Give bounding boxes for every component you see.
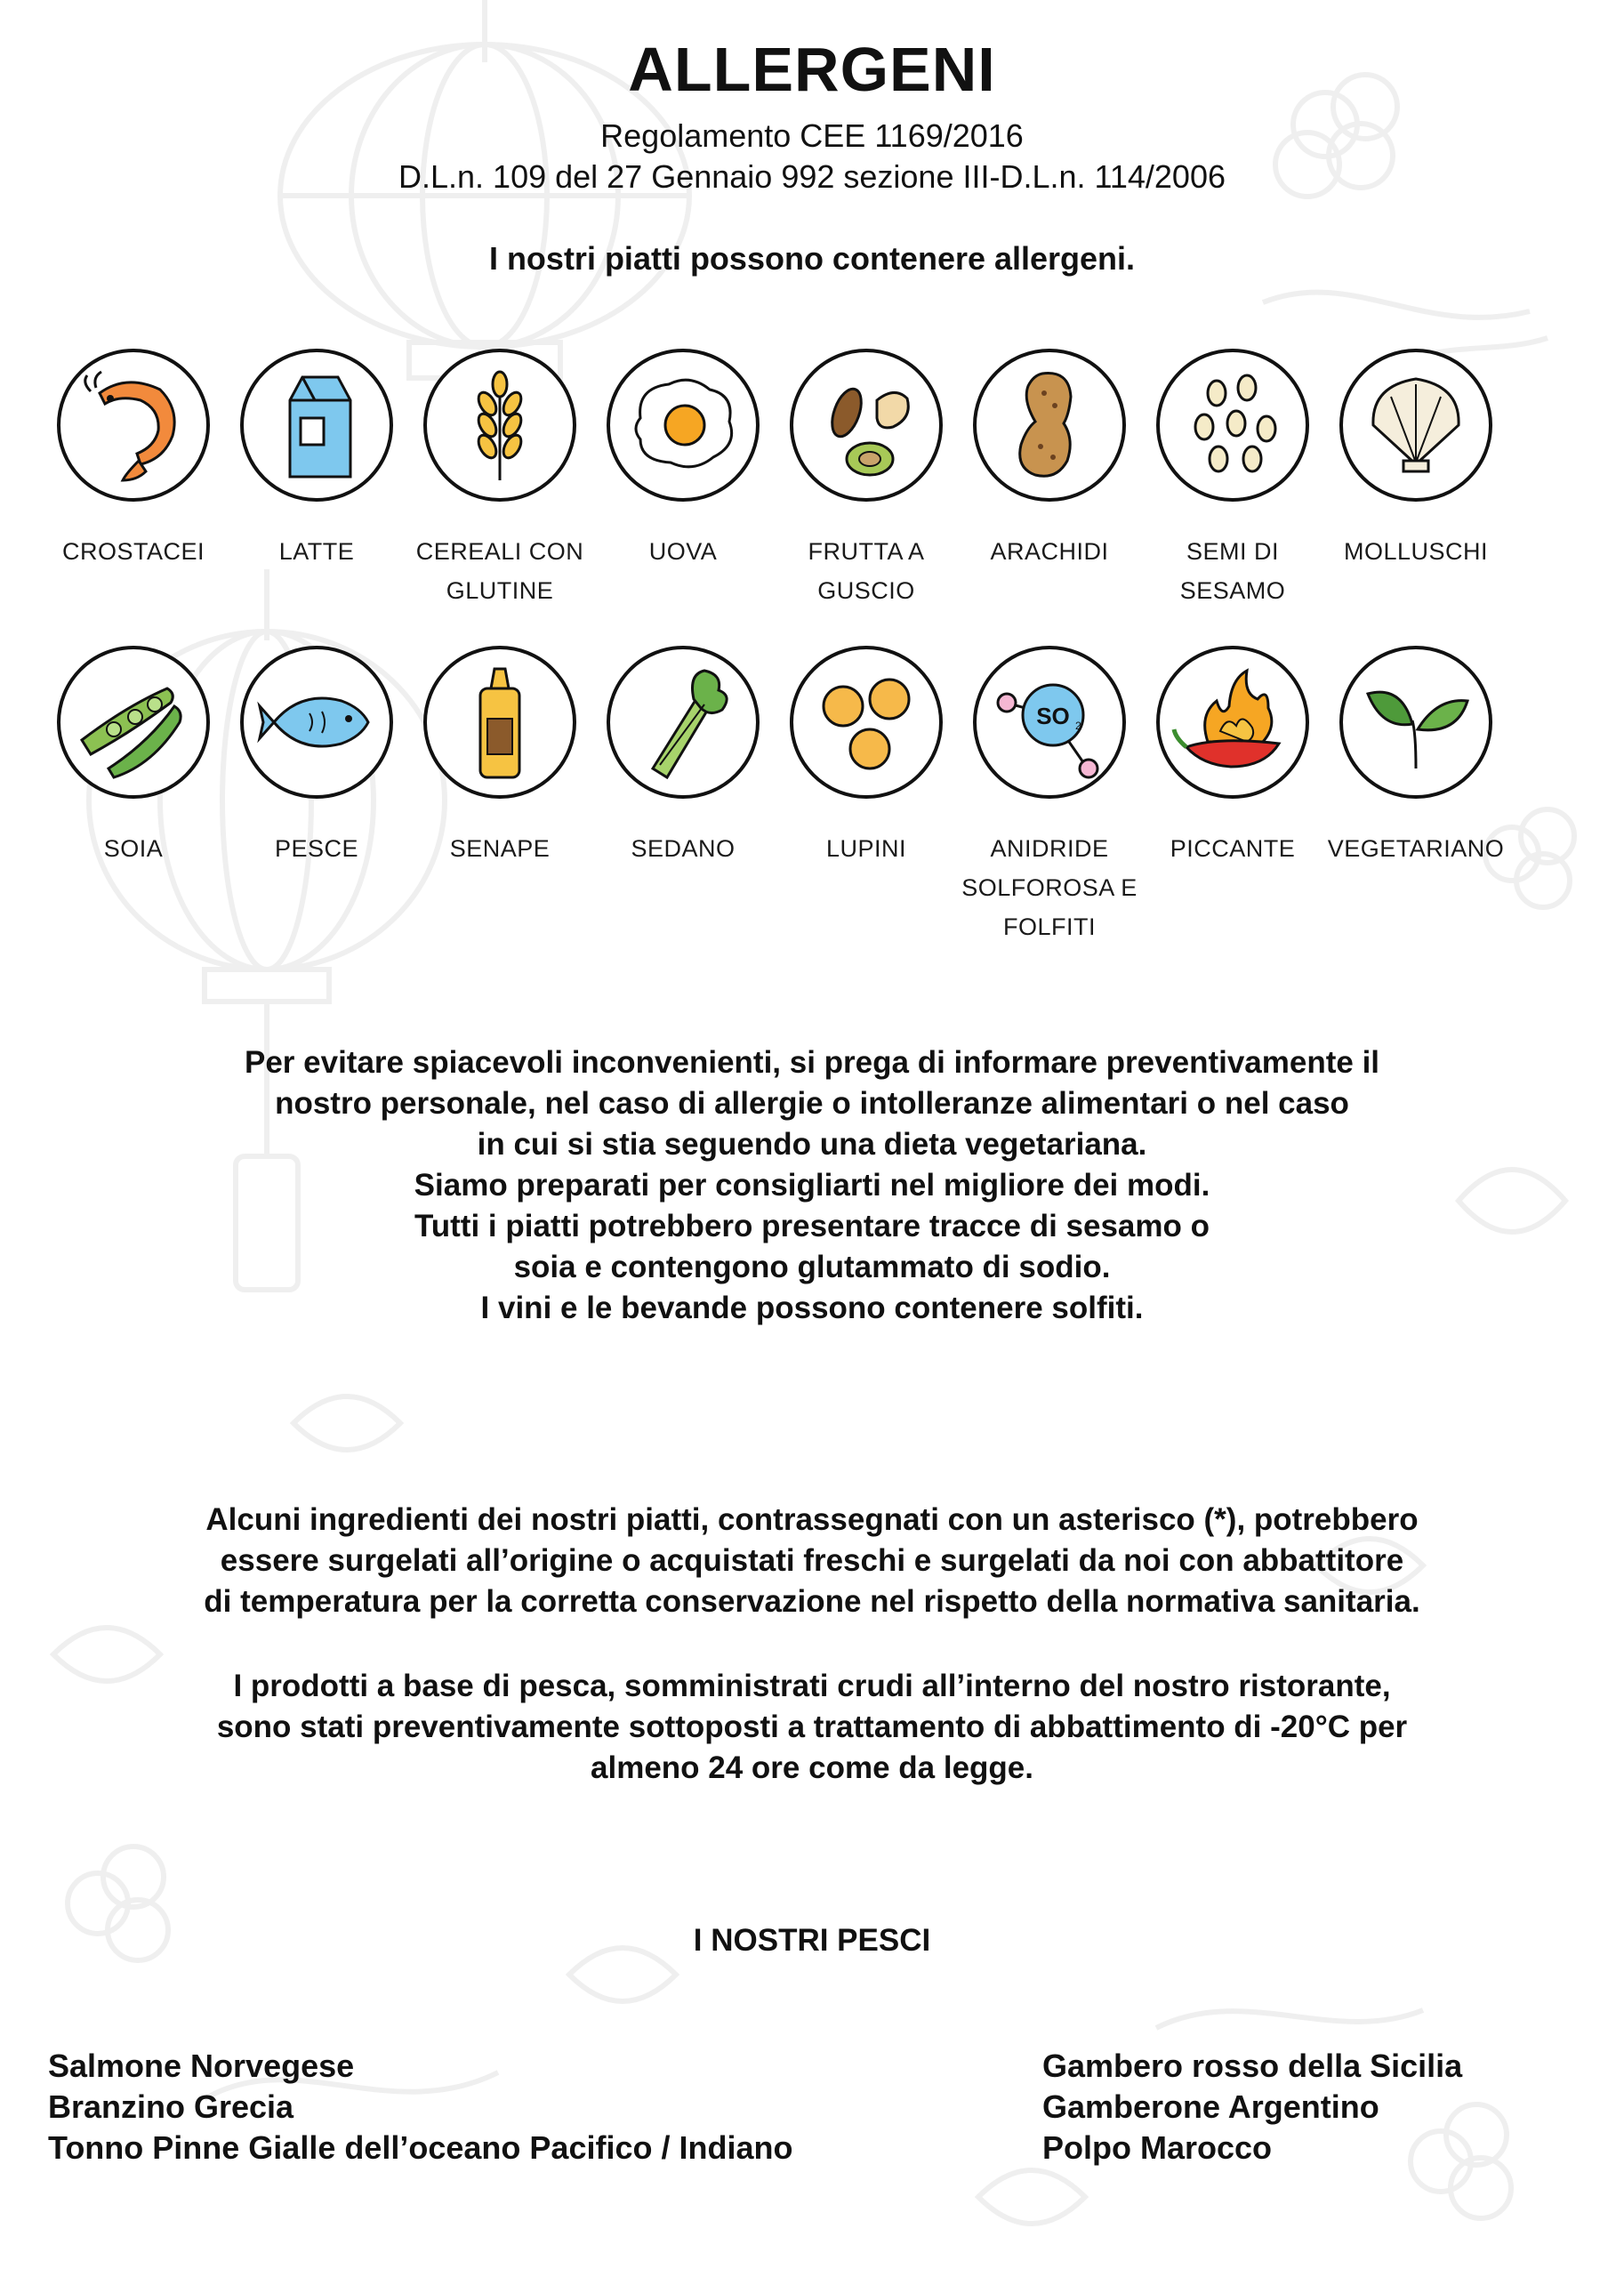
- fish-icon: [238, 644, 395, 801]
- allergen-label: MOLLUSCHI: [1343, 538, 1489, 565]
- allergen-label: SOIA: [103, 835, 164, 862]
- allergen-item: [590, 644, 776, 868]
- regulation-line: Regolamento CEE 1169/2016: [600, 117, 1024, 154]
- chili-pepper-icon: [1154, 644, 1311, 801]
- frozen-ingredients-notice: [0, 1500, 1624, 1622]
- allergen-label: SEDANO: [631, 835, 736, 862]
- notice-line: I prodotti a base di pesca, somministrati crudi all’interno del nostro ristorante,: [233, 1669, 1391, 1703]
- fish-item: Gambero rosso della Sicilia: [1042, 2048, 1463, 2084]
- leaves-icon: [1338, 644, 1494, 801]
- allergen-item: [40, 347, 227, 571]
- allergen-label: VEGETARIANO: [1327, 835, 1505, 862]
- lupin-beans-icon: [788, 644, 945, 801]
- allergen-label: SENAPE: [449, 835, 551, 862]
- raw-fish-notice: [0, 1666, 1624, 1789]
- allergen-item: [1323, 347, 1509, 571]
- allergen-item: [406, 347, 593, 610]
- shell-icon: [1338, 347, 1494, 503]
- notice-line: I vini e le bevande possono contenere solfiti.: [480, 1291, 1144, 1325]
- allergen-label: SEMI DI SESAMO: [1179, 538, 1286, 604]
- notice-line: di temperatura per la corretta conservazione nel rispetto della normativa sanitaria.: [204, 1584, 1420, 1619]
- nuts-icon: [788, 347, 945, 503]
- notice-line: in cui si stia seguendo una dieta vegetariana.: [477, 1127, 1147, 1162]
- fried-egg-icon: [605, 347, 761, 503]
- notice-line: essere surgelati all’origine o acquistati freschi e surgelati da noi con abbattitore: [220, 1543, 1404, 1578]
- fish-item: Tonno Pinne Gialle dell’oceano Pacifico / Indiano: [48, 2129, 793, 2166]
- notice-line: Per evitare spiacevoli inconvenienti, si prega di informare preventivamente il: [244, 1045, 1380, 1080]
- allergen-label: CROSTACEI: [61, 538, 205, 565]
- allergen-label: LATTE: [278, 538, 355, 565]
- notice-line: sono stati preventivamente sottoposti a trattamento di abbattimento di -20°C per: [216, 1710, 1408, 1744]
- fish-list-right: [1042, 2046, 1462, 2168]
- allergen-item: [1139, 644, 1326, 868]
- notice-line: Siamo preparati per consigliarti nel migliore dei modi.: [414, 1168, 1210, 1203]
- allergen-label: LUPINI: [825, 835, 907, 862]
- allergen-label: UOVA: [648, 538, 718, 565]
- notice-line: soia e contengono glutammato di sodio.: [513, 1250, 1111, 1284]
- sesame-seeds-icon: [1154, 347, 1311, 503]
- shrimp-icon: [55, 347, 212, 503]
- so2-molecule-icon: [971, 644, 1128, 801]
- allergen-label: ANIDRIDE SOLFOROSA E FOLFITI: [961, 835, 1138, 940]
- celery-icon: [605, 644, 761, 801]
- notice-line: almeno 24 ore come da legge.: [591, 1750, 1033, 1785]
- so2-label: SO: [1036, 703, 1070, 729]
- allergen-grid: [0, 0, 1624, 978]
- allergen-item: [1323, 644, 1509, 868]
- allergen-item: [1139, 347, 1326, 610]
- allergen-label: ARACHIDI: [990, 538, 1109, 565]
- notice-line: nostro personale, nel caso di allergie o intolleranze alimentari o nel caso: [275, 1086, 1349, 1121]
- allergen-item: [590, 347, 776, 571]
- allergen-item: [223, 347, 410, 571]
- fish-section-title: I NOSTRI PESCI: [693, 1923, 931, 1958]
- wheat-icon: [422, 347, 578, 503]
- fish-item: Polpo Marocco: [1042, 2129, 1273, 2166]
- allergen-item: [406, 644, 593, 868]
- mustard-bottle-icon: [422, 644, 578, 801]
- allergen-label: FRUTTA A GUSCIO: [808, 538, 925, 604]
- soy-pods-icon: [55, 644, 212, 801]
- allergen-intro: I nostri piatti possono contenere allergeni.: [488, 240, 1136, 277]
- allergen-item: [956, 347, 1143, 571]
- allergen-item: [773, 644, 960, 868]
- allergen-item: [40, 644, 227, 868]
- allergen-item: [773, 347, 960, 610]
- allergen-label: CEREALI CON GLUTINE: [415, 538, 584, 604]
- allergen-label: PESCE: [274, 835, 359, 862]
- peanut-icon: [971, 347, 1128, 503]
- fish-item: Branzino Grecia: [48, 2088, 294, 2125]
- notice-line: Alcuni ingredienti dei nostri piatti, contrassegnati con un asterisco (*), potrebbero: [205, 1502, 1419, 1537]
- allergen-label: PICCANTE: [1170, 835, 1296, 862]
- page-title: ALLERGENI: [628, 35, 996, 104]
- allergen-item: [223, 644, 410, 868]
- fish-item: Salmone Norvegese: [48, 2048, 355, 2084]
- allergy-notice: [0, 1042, 1624, 1329]
- fish-list-left: [48, 2046, 792, 2168]
- notice-line: Tutti i piatti potrebbero presentare tracce di sesamo o: [414, 1209, 1210, 1243]
- svg-text:2: 2: [1075, 720, 1081, 732]
- milk-carton-icon: [238, 347, 395, 503]
- regulation-line: D.L.n. 109 del 27 Gennaio 992 sezione III-D.L.n. 114/2006: [398, 158, 1226, 195]
- fish-item: Gamberone Argentino: [1042, 2088, 1379, 2125]
- allergen-item: [956, 644, 1143, 946]
